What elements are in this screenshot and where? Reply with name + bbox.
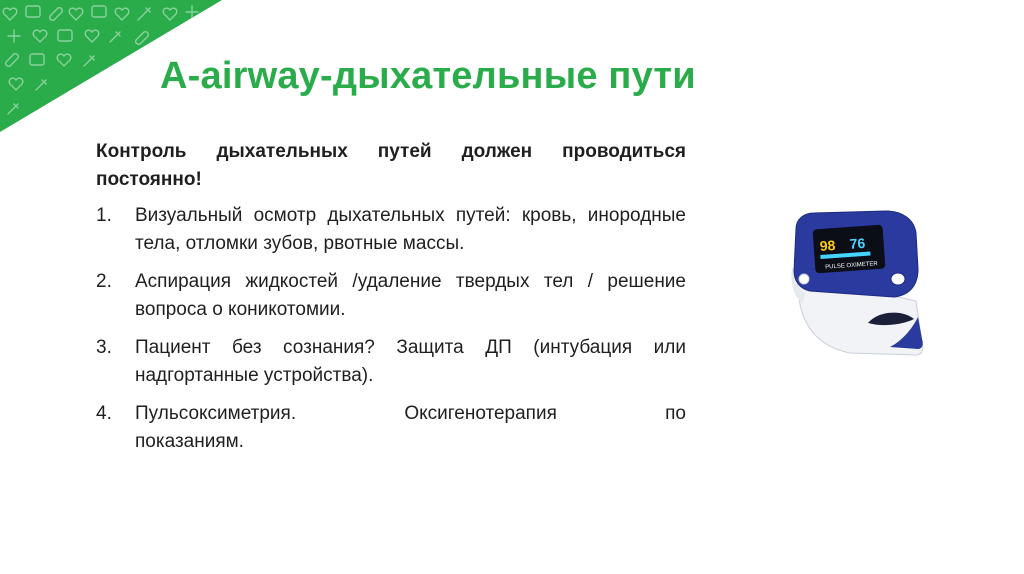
- list-item-number: 1.: [96, 205, 112, 226]
- list-item-text: Пациент без сознания? Защита ДП (интубация или надгортанные устройства).: [135, 337, 686, 386]
- list-item-number: 2.: [96, 271, 112, 292]
- slide-title: A-airway-дыхательные пути: [160, 55, 696, 97]
- list-item: [96, 268, 686, 324]
- list-item-word: Оксигенотерапия: [404, 403, 557, 424]
- screen-value-pulse: 76: [849, 234, 866, 252]
- intro-text: Контроль дыхательных путей должен проводиться постоянно!: [96, 141, 686, 190]
- content-body: [96, 138, 686, 466]
- list-item-text: Визуальный осмотр дыхательных путей: кровь, инородные тела, отломки зубов, рвотные массы.: [135, 205, 686, 254]
- pulse-oximeter-image: [790, 205, 930, 365]
- list-item: [96, 400, 686, 456]
- list-item-line: показаниям.: [135, 431, 244, 452]
- list-item-line: [135, 400, 686, 428]
- list-item-word: по: [665, 403, 686, 424]
- list-item-text: Аспирация жидкостей /удаление твердых тел / решение вопроса о коникотомии.: [135, 271, 686, 320]
- list-item-number: 3.: [96, 337, 112, 358]
- list-item: [96, 202, 686, 258]
- device-label: PULSE OXIMETER: [825, 261, 879, 271]
- numbered-list: [96, 202, 686, 456]
- list-item-word: Пульсоксиметрия.: [135, 403, 297, 424]
- screen-value-spo2: 98: [819, 236, 836, 255]
- list-item-number: 4.: [96, 403, 112, 424]
- list-item: [96, 334, 686, 390]
